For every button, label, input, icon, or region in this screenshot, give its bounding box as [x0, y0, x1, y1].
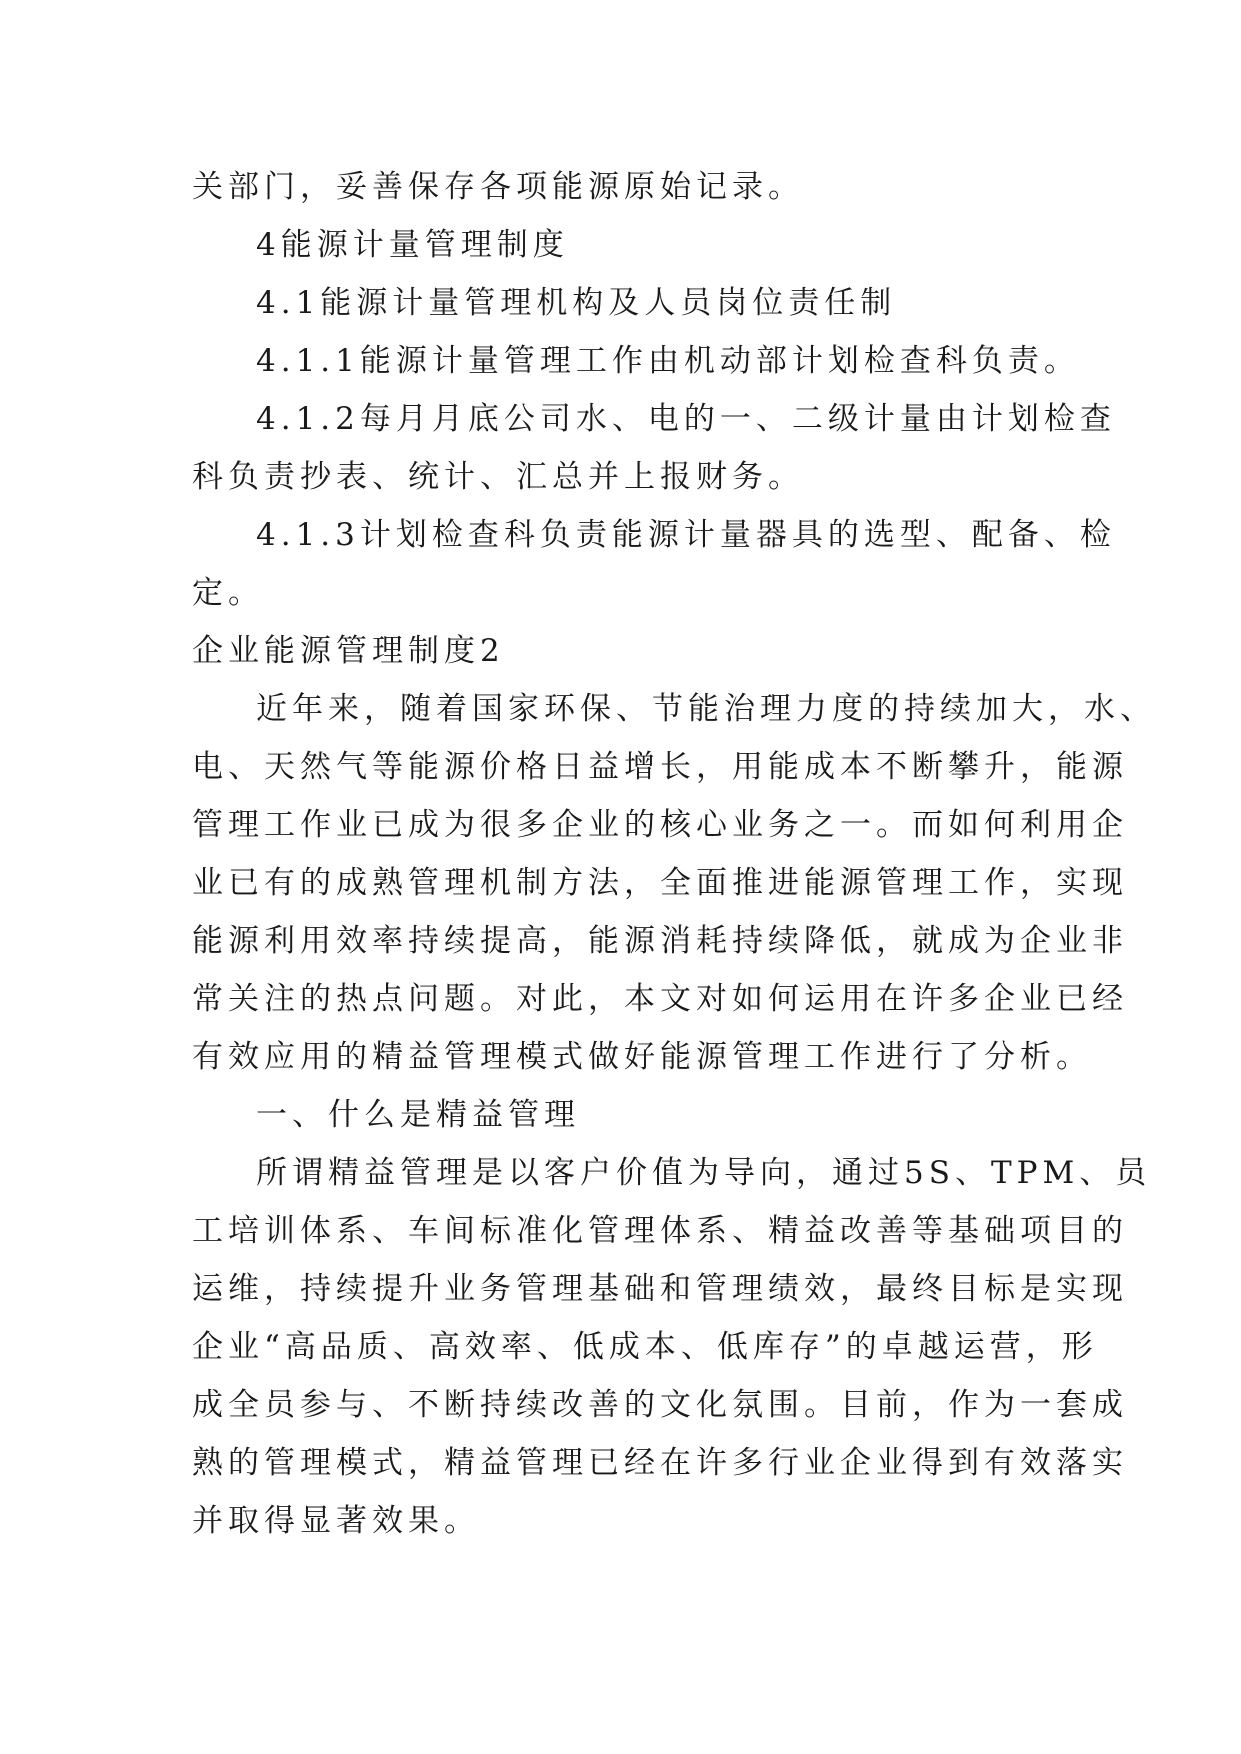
text-line: 关部门，妥善保存各项能源原始记录。	[192, 169, 804, 205]
text-line: 4.1.3计划检查科负责能源计量器具的选型、配备、检	[256, 517, 1116, 553]
text-line: 4能源计量管理制度	[256, 227, 569, 263]
text-line: 能源利用效率持续提高，能源消耗持续降低，就成为企业非	[192, 923, 1128, 959]
text-line: 并取得显著效果。	[192, 1503, 480, 1539]
text-line: 4.1.2每月月底公司水、电的一、二级计量由计划检查	[256, 401, 1116, 437]
text-line: 工培训体系、车间标准化管理体系、精益改善等基础项目的	[192, 1213, 1128, 1249]
text-line: 4.1能源计量管理机构及人员岗位责任制	[256, 285, 897, 321]
text-line: 熟的管理模式，精益管理已经在许多行业企业得到有效落实	[192, 1445, 1128, 1481]
text-line: 管理工作业已成为很多企业的核心业务之一。而如何利用企	[192, 807, 1128, 843]
body-text	[192, 158, 1156, 1550]
text-line: 业已有的成熟管理机制方法，全面推进能源管理工作，实现	[192, 865, 1128, 901]
text-line: 成全员参与、不断持续改善的文化氛围。目前，作为一套成	[192, 1387, 1128, 1423]
text-line: 近年来，随着国家环保、节能治理力度的持续加大，水、	[256, 691, 1156, 727]
text-line: 定。	[192, 575, 264, 611]
text-line: 有效应用的精益管理模式做好能源管理工作进行了分析。	[192, 1039, 1092, 1075]
section-heading: 企业能源管理制度2	[192, 633, 505, 669]
text-line: 运维，持续提升业务管理基础和管理绩效，最终目标是实现	[192, 1271, 1128, 1307]
text-line: 企业“高品质、高效率、低成本、低库存”的卓越运营，形	[192, 1329, 1098, 1365]
text-line: 电、天然气等能源价格日益增长，用能成本不断攀升，能源	[192, 749, 1128, 785]
text-line: 常关注的热点问题。对此，本文对如何运用在许多企业已经	[192, 981, 1128, 1017]
subsection-heading: 一、什么是精益管理	[256, 1097, 580, 1133]
text-line: 4.1.1能源计量管理工作由机动部计划检查科负责。	[256, 343, 1080, 379]
text-line: 所谓精益管理是以客户价值为导向，通过5S、TPM、员	[256, 1155, 1152, 1191]
text-line: 科负责抄表、统计、汇总并上报财务。	[192, 459, 804, 495]
